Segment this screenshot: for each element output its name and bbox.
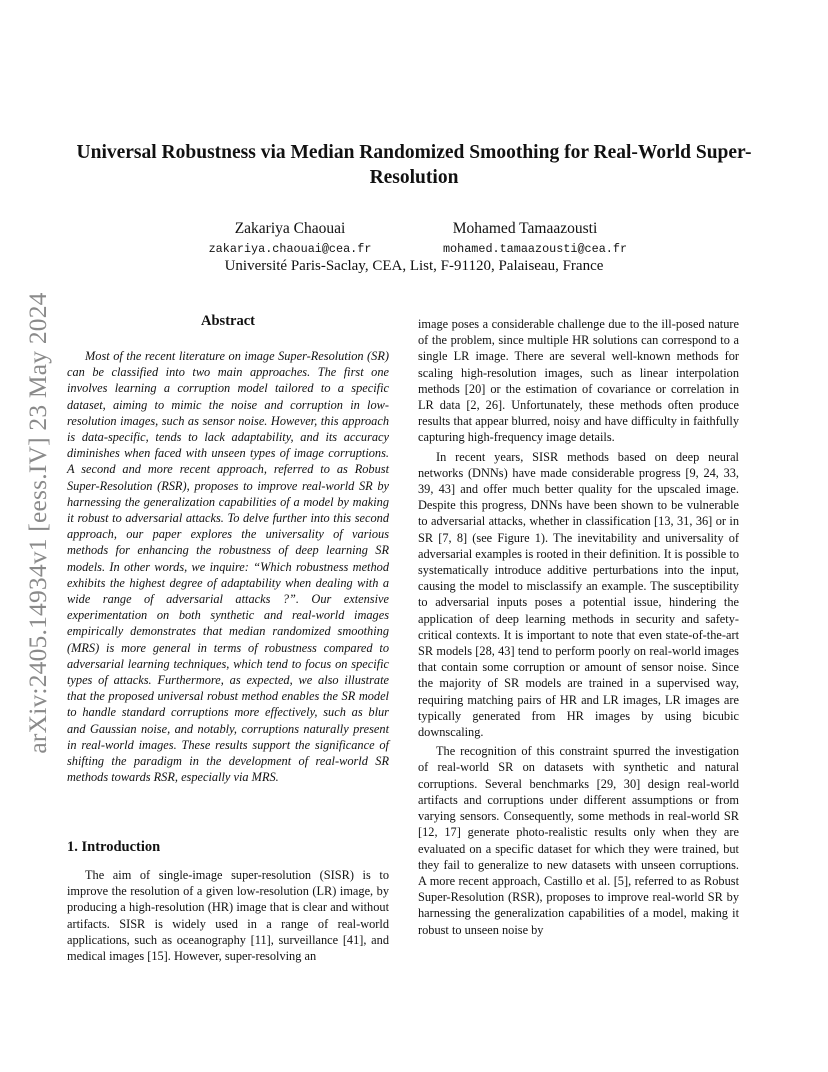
author-email-2: mohamed.tamaazousti@cea.fr (442, 242, 628, 256)
abstract-paragraph: Most of the recent literature on image Super-Resolution (SR) can be classified into two main approaches. The first one involves learning a corruption model tailored to a specific dataset, aiming to mimic the noise and corruption in low-resolution images, such as sensor noise. However, this approach is data-specific, tends to lack adaptability, and its accuracy diminishes when faced with unseen types of image corruptions. A second and more recent approach, referred to as Robust Super-Resolution (RSR), proposes to improve real-world SR by harnessing the generalization capabilities of a model by making it robust to adversarial attacks. To delve further into this second approach, our paper explores the universality of various methods for enhancing the robustness of deep learning SR models. In other words, we inquire: “Which robustness method exhibits the highest degree of adaptability when dealing with a wide range of adversarial attacks ?”. Our extensive experimentation on both synthetic and real-world images empirically demonstrates that median randomized smoothing (MRS) is more general in terms of robustness compared to adversarial learning techniques, which tend to focus on specific types of attacks. Furthermore, as expected, we also illustrate that the proposed universal robust method enables the SR model to handle standard corruptions more effectively, such as blur and Gaussian noise, and notably, corruptions naturally present in real-world images. These results support the significance of shifting the paradigm in the development of real-world SR methods towards RSR, especially via MRS. (67, 349, 389, 785)
intro-paragraph-3: The recognition of this constraint spurred the investigation of real-world SR on datasets with synthetic and natural corruptions. Several benchmarks [29, 30] design real-world artifacts and corruptions under different assumptions or from varying sensors. Consequently, some methods in real-world SR [12, 17] generate photo-realistic results only when they are evaluated on a specific dataset for which they were trained, but they fail to generalize to new datasets with unseen corruptions. A more recent approach, Castillo et al. [5], referred to as Robust Super-Resolution (RSR), proposes to improve real-world SR by harnessing the generalization capabilities of a model, making it robust to unseen noise by (418, 744, 739, 937)
abstract-body (67, 348, 389, 785)
author-email-1: zakariya.chaouai@cea.fr (208, 242, 372, 256)
author-name-1: Zakariya Chaouai (234, 220, 346, 237)
arxiv-identifier-text: arXiv:2405.14934v1 [eess.IV] 23 May 2024 (23, 292, 52, 754)
section-heading-introduction: 1. Introduction (67, 839, 161, 855)
intro-paragraph-1: The aim of single-image super-resolution (SISR) is to improve the resolution of a given low-resolution (LR) image, by producing a high-resolution (HR) image that is clear and without artifacts. SISR is widely used in a range of real-world applications, such as oceanography [11], surveillance [41], and medical images [15]. However, super-resolving an (67, 868, 389, 964)
arxiv-identifier (18, 278, 58, 768)
intro-paragraph-2: In recent years, SISR methods based on deep neural networks (DNNs) have made considerable progress [9, 24, 33, 39, 43] and offer much better quality for the upscaled image. Despite this progress, DNNs have been shown to be vulnerable to adversarial attacks, whether in classification [13, 31, 36] or in SR [7, 8] (see Figure 1). The inevitability and universality of adversarial examples is rooted in their definition. It is possible to systematically introduce additive perturbations into the input, causing the model to misclassify an example. The susceptibility to adversarial inputs poses a potential issue, hindering the application of deep learning methods in security and safety-critical contexts. It is important to note that even state-of-the-art SR models [28, 43] tend to perform poorly on real-world images that contain some corruption or amount of sensor noise. Since the majority of SR models are trained in a supervised way, requiring matching pairs of HR and LR images, LR images are typically generated from HR images by using bicubic downscaling. (418, 449, 739, 740)
introduction-body (67, 867, 389, 964)
right-column (418, 316, 739, 938)
paper-title: Universal Robustness via Median Randomized Smoothing for Real-World Super-Resolution (76, 142, 752, 188)
abstract-heading: Abstract (201, 313, 255, 329)
affiliation: Université Paris-Saclay, CEA, List, F-91120, Palaiseau, France (224, 258, 604, 274)
author-name-2: Mohamed Tamaazousti (452, 220, 598, 237)
intro-paragraph-continued: image poses a considerable challenge due to the ill-posed nature of the problem, since multiple HR solutions can correspond to a single LR image. There are several well-known methods for scaling high-resolution images, such as linear interpolation methods [20] or the estimation of covariance or correlation in LR data [2, 26]. Unfortunately, these methods often produce results that appear blurred, noisy and have difficulty in faithfully capturing high-frequency image details. (418, 317, 739, 445)
